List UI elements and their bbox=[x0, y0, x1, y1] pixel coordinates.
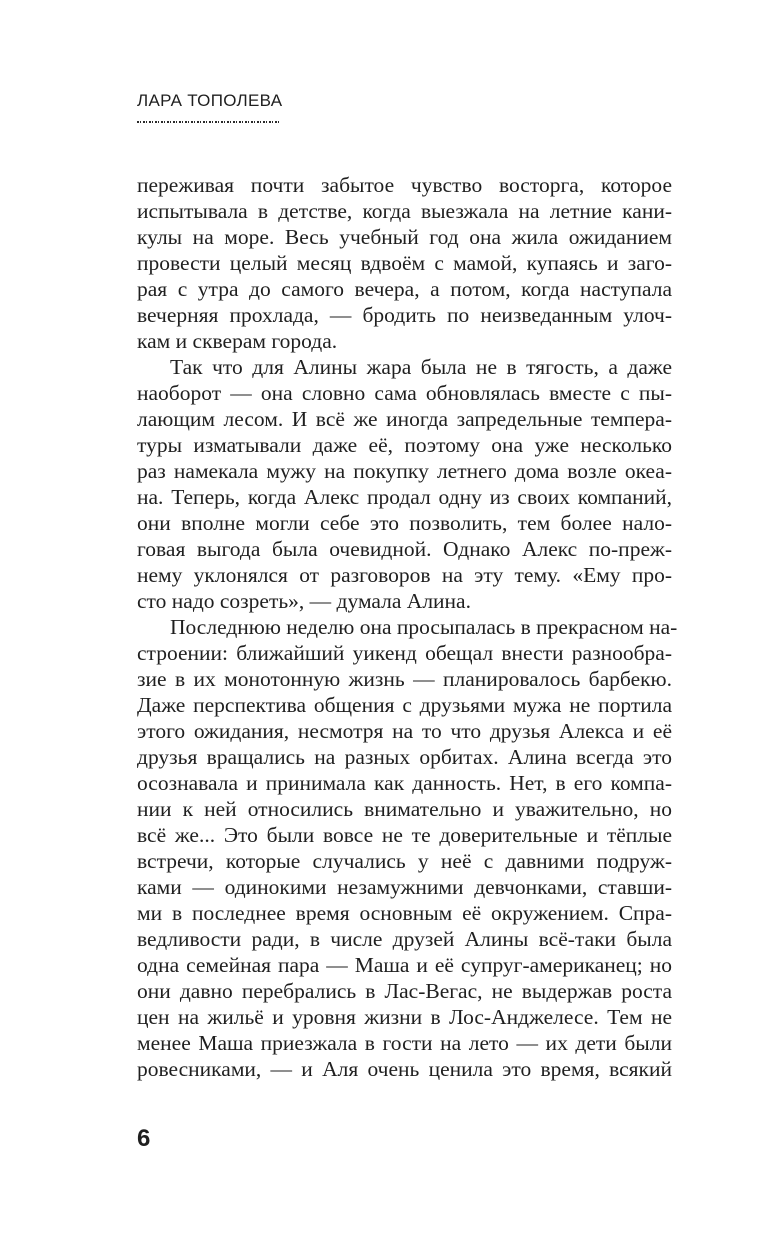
text-line: осознавала и принимала как данность. Нет, в его компа- bbox=[137, 771, 672, 795]
running-header bbox=[137, 91, 283, 123]
text-line: Так что для Алины жара была не в тягость, а даже bbox=[170, 355, 672, 379]
text-line: кулы на море. Весь учебный год она жила ожиданием bbox=[137, 225, 672, 249]
paragraph-2 bbox=[137, 354, 672, 614]
text-line: нии к ней относились внимательно и уважительно, но bbox=[137, 797, 672, 821]
header-rule bbox=[137, 121, 279, 123]
text-line: ми в последнее время основным её окружением. Спра- bbox=[137, 901, 672, 925]
text-line: менее Маша приезжала в гости на лето — их дети были bbox=[137, 1031, 672, 1055]
text-line: они давно перебрались в Лас-Вегас, не выдержав роста bbox=[137, 979, 672, 1003]
text-line: ровесниками, — и Аля очень ценила это время, всякий bbox=[137, 1057, 672, 1081]
text-line: наоборот — она словно сама обновлялась вместе с пы- bbox=[137, 381, 672, 405]
text-line: строении: ближайший уикенд обещал внести разнообра- bbox=[137, 641, 672, 665]
text-line: испытывала в детстве, когда выезжала на летние кани- bbox=[137, 199, 672, 223]
text-line: ведливости ради, в числе друзей Алины всё-таки была bbox=[137, 927, 672, 951]
author-name: ЛАРА ТОПОЛЕВА bbox=[137, 91, 283, 110]
text-line: цен на жильё и уровня жизни в Лос-Анджелесе. Тем не bbox=[137, 1005, 672, 1029]
page-number: 6 bbox=[137, 1125, 151, 1152]
text-line: туры изматывали даже её, поэтому она уже несколько bbox=[137, 433, 672, 457]
paragraph-3 bbox=[137, 614, 678, 1082]
text-line: всё же... Это были вовсе не те доверительные и тёплые bbox=[137, 823, 672, 847]
text-line: сто надо созреть», — думала Алина. bbox=[137, 589, 471, 613]
text-line: лающим лесом. И всё же иногда запредельные темпера- bbox=[137, 407, 672, 431]
text-line: ками — одинокими незамужними девчонками, ставши- bbox=[137, 875, 672, 899]
text-line: провести целый месяц вдвоём с мамой, купаясь и заго- bbox=[137, 251, 672, 275]
text-line: друзья вращались на разных орбитах. Алина всегда это bbox=[137, 745, 672, 769]
text-line: Даже перспектива общения с друзьями мужа не портила bbox=[137, 693, 672, 717]
text-line: говая выгода была очевидной. Однако Алекс по-преж- bbox=[137, 537, 672, 561]
body-text bbox=[137, 172, 678, 1082]
text-line: Последнюю неделю она просыпалась в прекрасном на- bbox=[170, 615, 678, 639]
paragraph-1 bbox=[137, 172, 672, 354]
text-line: встречи, которые случались у неё с давними подруж- bbox=[137, 849, 672, 873]
text-line: рая с утра до самого вечера, а потом, когда наступала bbox=[137, 277, 672, 301]
text-line: нему уклонялся от разговоров на эту тему. «Ему про- bbox=[137, 563, 672, 587]
text-line: раз намекала мужу на покупку летнего дома возле океа- bbox=[137, 459, 672, 483]
text-line: этого ожидания, несмотря на то что друзья Алекса и её bbox=[137, 719, 672, 743]
text-line: на. Теперь, когда Алекс продал одну из своих компаний, bbox=[137, 485, 672, 509]
text-line: одна семейная пара — Маша и её супруг-американец; но bbox=[137, 953, 672, 977]
text-line: переживая почти забытое чувство восторга, которое bbox=[137, 173, 672, 197]
text-line: зие в их монотонную жизнь — планировалось барбекю. bbox=[137, 667, 672, 691]
text-line: они вполне могли себе это позволить, тем более нало- bbox=[137, 511, 672, 535]
text-line: вечерняя прохлада, — бродить по неизведанным улоч- bbox=[137, 303, 672, 327]
text-line: кам и скверам города. bbox=[137, 329, 338, 353]
